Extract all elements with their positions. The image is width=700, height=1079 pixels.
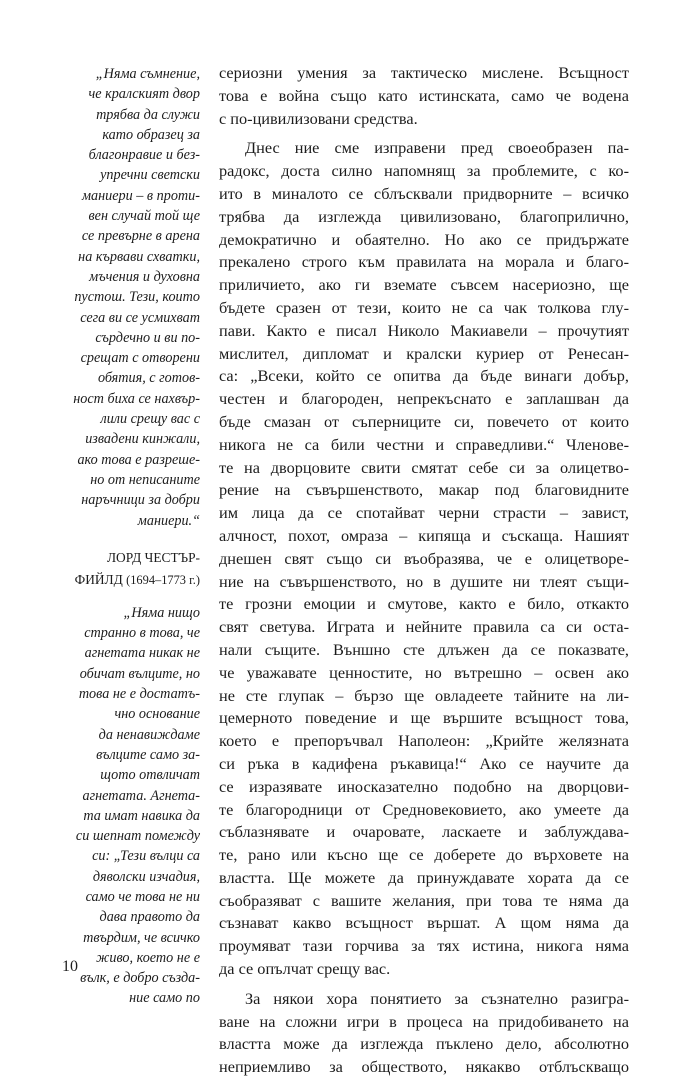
text-line: щото отвличат (100, 767, 200, 784)
text-line: „Няма нищо (123, 604, 200, 621)
text-line: това не е достатъ- (78, 686, 200, 703)
text-line: си: „Тези вълци са (92, 848, 200, 865)
text-line: неприемливо за обществото, някакво отблъскващо (219, 1057, 629, 1077)
text-line: трябва да служи (96, 106, 200, 123)
text-line: ако това е разреше- (77, 451, 200, 468)
text-line: За някои хора понятието за съзнателно разигра- (245, 988, 629, 1008)
quote-attribution (58, 547, 200, 591)
text-line: никога не са били честни и справедливи.“ Членове- (219, 434, 629, 454)
text-line: си ръка в кадифена ръкавица!“ Ако се научите да (219, 753, 629, 773)
text-line: ито в миналото се сблъсквали придворните – всичко (219, 183, 629, 203)
text-line: прекалено строго към правилата на морала и благо- (219, 252, 629, 272)
text-line: не сте глупак – бързо ще овладеете тайните на ли- (219, 685, 629, 705)
text-line: цемерното поведение и ще вършите всъщност това, (219, 708, 629, 728)
text-line: дяволски изчадия, (92, 868, 200, 885)
attribution-line-1 (58, 547, 200, 569)
text-line: това е война също като истинската, само че водена (219, 85, 629, 105)
text-line: живо, което не е (96, 949, 200, 966)
text-line: „Няма съмнение, (95, 66, 200, 82)
text-line: наръчници за добри (81, 492, 200, 509)
text-line: вен случай той ще (88, 208, 200, 225)
text-line: ност биха се нахвър- (73, 390, 200, 407)
text-line: нали същите. Външно сте длъжен да се показвате, (219, 639, 629, 659)
sidebar-quotes (58, 64, 200, 1009)
text-line: съблазнявате и очаровате, ласкаете и заблуждава- (219, 822, 629, 842)
text-line: властта. Ще можете да принуждавате хората да се (219, 867, 629, 887)
text-line: честен и благороден, непрекъснато е заплашван да (219, 389, 629, 409)
attribution-line-2 (58, 569, 200, 591)
text-line: благонравие и без- (88, 147, 200, 164)
text-line: приличието, ако ги вземате съвсем насериозно, ще (219, 275, 629, 295)
text-line: странно в това, че (84, 625, 200, 642)
text-line: сърдечно и ви по- (95, 329, 200, 346)
text-line: ване на сложни игри в процеса на придобиването на (219, 1011, 629, 1031)
text-line: ние само по (129, 990, 200, 1007)
text-line: демократично и обаятелно. Но ако се придържате (219, 229, 629, 249)
text-line: те на дворцовите свити смятат себе си за олицетво- (219, 457, 629, 477)
text-line: алчност, похот, омраза – кипяща и съскаща. Нашият (219, 525, 629, 545)
text-line: вълк, е добро създа- (80, 970, 200, 987)
text-line: те благородници от Средновековието, ако умеете да (219, 799, 629, 819)
paragraph-3 (219, 988, 629, 1079)
text-line: те грозни емоции и смутове, както е било, откакто (219, 594, 629, 614)
text-line: са: „Всеки, който се опитва да бъде винаги добър, (219, 366, 629, 386)
text-line: си шепнат помежду (75, 828, 200, 845)
text-line: само че това не ни (85, 888, 200, 905)
text-line: съобразяват с вашите желания, при това те няма да (219, 890, 629, 910)
text-line: вълците само за- (96, 746, 200, 763)
text-line: дава правото да (99, 909, 200, 926)
text-line: се изразявате иносказателно подобно на дворцови- (219, 776, 629, 796)
paragraph-2 (219, 137, 629, 980)
text-line: което е препоръчвал Наполеон: „Крийте желязната (219, 731, 629, 751)
text-line: обичат вълците, но (79, 665, 200, 682)
text-line: маниери.“ (137, 512, 200, 529)
text-line: пави. Както е писал Николо Макиавели – прочутият (219, 320, 629, 340)
main-text (219, 62, 629, 1079)
text-line: срещат с отворени (80, 350, 200, 367)
text-line: свят светува. Играта и нейните правила са си оста- (219, 617, 629, 637)
text-line: чно основание (114, 706, 200, 723)
text-line: се превърне в арена (81, 228, 200, 245)
text-line: като образец за (102, 126, 200, 143)
author-years: (1694–1773 г.) (126, 572, 200, 587)
text-line: рение на съвършенството, макар под благовидните (219, 480, 629, 500)
text-line: агнетата. Агнета- (82, 787, 200, 804)
text-line: че уважавате ценностите, но вътрешно – освен ако (219, 662, 629, 682)
text-line: мъчения и духовна (89, 268, 200, 285)
text-line: пустош. Тези, които (74, 289, 200, 306)
text-line: ние на съвършенството, но в душите ни тлеят същи- (219, 571, 629, 591)
text-line: им лица да се спотайват черни страсти – завист, (219, 503, 629, 523)
text-line: упречни светски (100, 167, 200, 184)
text-line: те, рано или късно ще се доберете до върховете на (219, 845, 629, 865)
text-line: с по-цивилизовани средства. (219, 108, 418, 128)
text-line: сега ви се усмихват (80, 309, 200, 326)
text-line: бъде смазан от съперниците си, повечето от които (219, 411, 629, 431)
text-line: лили срещу вас с (100, 411, 200, 428)
page-number: 10 (62, 958, 78, 975)
text-line: днешен свят също си въобразява, че е олицетворе- (219, 548, 629, 568)
paragraph-1 (219, 62, 629, 130)
text-line: обятия, с готов- (97, 370, 200, 387)
text-line: съзнават какво всъщност вършат. А щом няма да (219, 913, 629, 933)
text-line: сериозни умения за тактическо мислене. Всъщност (219, 63, 629, 82)
text-line: да ненавиждаме (98, 726, 200, 743)
text-line: но от неписаните (90, 471, 200, 488)
text-line: извадени кинжали, (85, 431, 200, 448)
text-line: на кървави схватки, (78, 248, 200, 265)
text-line: да се опълчат срещу вас. (219, 959, 391, 979)
text-line: радокс, доста силно напомнящ за проблемите, с ко- (219, 161, 629, 181)
text-line: агнетата никак не (84, 645, 200, 662)
text-line: та имат навика да (83, 807, 200, 824)
text-line: че кралският двор (88, 86, 200, 103)
text-line: Днес ние сме изправени пред своеобразен па- (245, 138, 629, 158)
text-line: бъдете сразен от тези, които не са чак толкова глу- (219, 297, 629, 317)
author-name-part1: ЛОРД ЧЕСТЪР- (106, 549, 200, 565)
text-line: твърдим, че всичко (83, 929, 200, 946)
text-line: властта може да изглежда пъклено дело, абсолютно (219, 1034, 629, 1054)
text-line: маниери – в проти- (81, 187, 200, 204)
chesterfield-quote (58, 64, 200, 531)
text-line: мислител, дипломат и кралски куриер от Ренесан- (219, 343, 629, 363)
text-line: трябва да изглежда цивилизовано, благоприлично, (219, 206, 629, 226)
author-name-part2: ФИЙЛД (74, 571, 123, 587)
wolves-quote (58, 603, 200, 1009)
text-line: проумяват тази горчива за тях истина, никога няма (219, 936, 629, 956)
